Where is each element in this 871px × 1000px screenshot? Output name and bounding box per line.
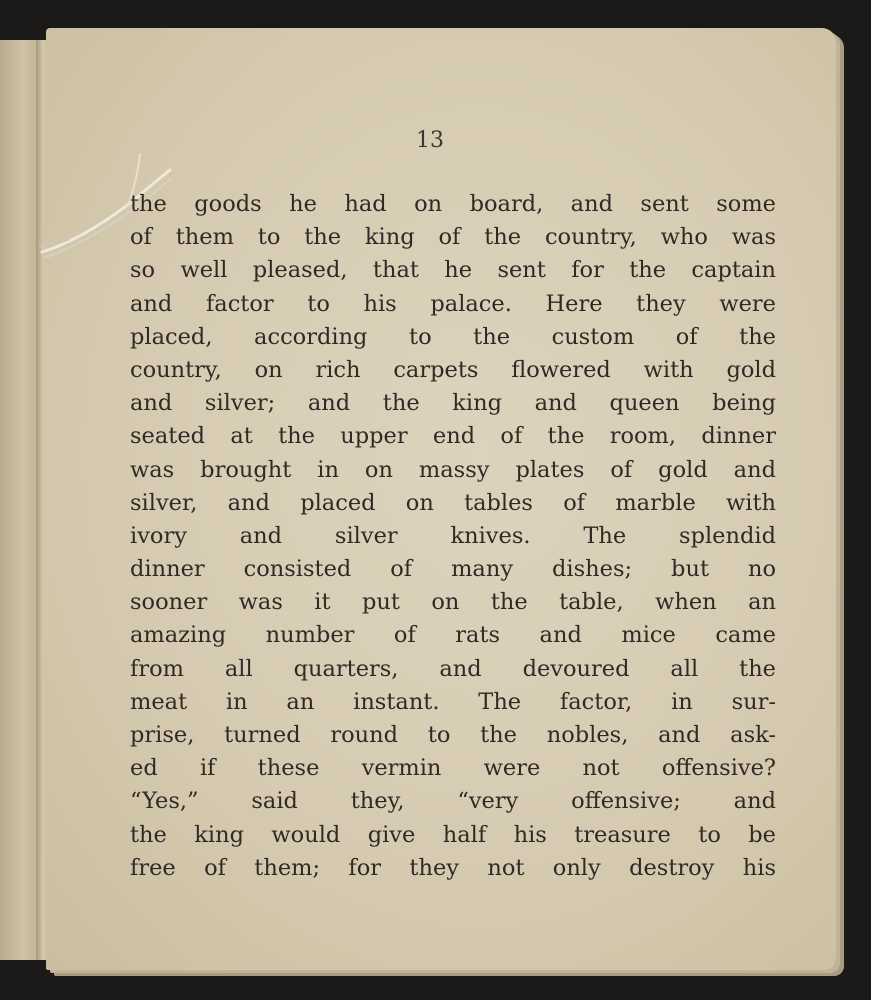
book-page [46, 28, 836, 970]
text-line-6: country, on rich carpets flowered with gold [130, 356, 776, 383]
page-number: 13 [416, 128, 444, 153]
text-line-1: the goods he had on board, and sent some [130, 191, 776, 217]
text-line-8: seated at the upper end of the room, dinner [130, 423, 776, 450]
text-line-14: amazing number of rats and mice came [130, 622, 776, 649]
text-line-19: “Yes,” said they, “very offensive; and [130, 788, 776, 815]
text-line-16: meat in an instant. The factor, in sur- [130, 688, 776, 715]
text-line-17: prise, turned round to the nobles, and ask- [130, 722, 776, 748]
text-line-18: ed if these vermin were not offensive? [130, 755, 776, 782]
text-line-15: from all quarters, and devoured all the [130, 655, 776, 682]
text-line-2: of them to the king of the country, who was [130, 224, 776, 251]
text-line-3: so well pleased, that he sent for the captain [130, 257, 776, 284]
facing-page-edge [0, 40, 40, 960]
text-line-21: free of them; for they not only destroy his [130, 854, 776, 881]
text-line-10: silver, and placed on tables of marble with [130, 489, 776, 516]
text-line-13: sooner was it put on the table, when an [130, 589, 776, 616]
text-line-7: and silver; and the king and queen being [130, 390, 776, 417]
text-line-5: placed, according to the custom of the [130, 323, 776, 350]
text-line-4: and factor to his palace. Here they were [130, 290, 776, 317]
text-line-9: was brought in on massy plates of gold and [130, 456, 776, 483]
text-line-12: dinner consisted of many dishes; but no [130, 556, 776, 583]
text-line-11: ivory and silver knives. The splendid [130, 522, 776, 549]
page-body-text [130, 188, 776, 885]
text-line-20: the king would give half his treasure to be [130, 821, 776, 848]
